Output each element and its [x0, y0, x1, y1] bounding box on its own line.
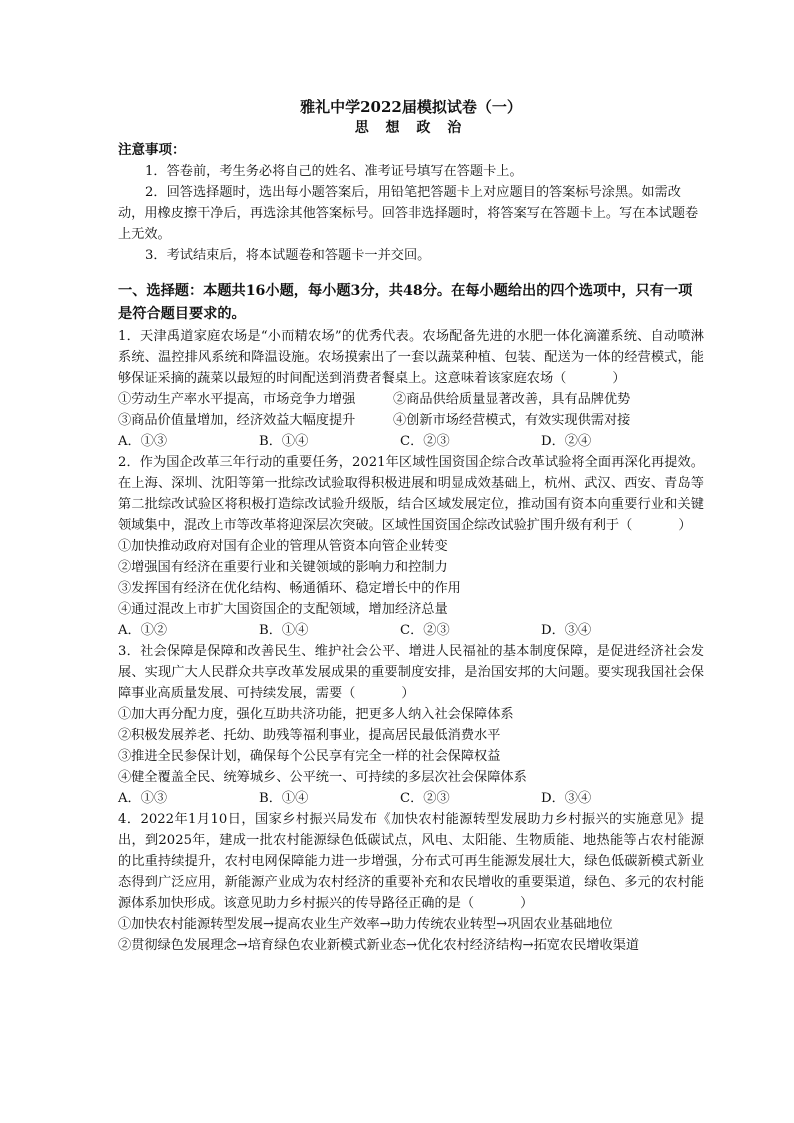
option-item: ①加快农村能源转型发展→提高农业生产效率→助力传统农业转型→巩固农业基础地位	[118, 917, 613, 932]
option-list	[118, 389, 704, 431]
option-item: ②增强国有经济在重要行业和关键领域的影响力和控制力	[118, 560, 448, 575]
exam-title: 雅礼中学2022届模拟试卷（一）	[300, 98, 522, 116]
question-stem: 1．天津禹道家庭农场是“小而精农场”的优秀代表。农场配备先进的水肥一体化滴灌系统、自动喷淋系统、温控排风系统和降温设施。农场摸索出了一套以蔬菜种植、包装、配送为一体的经营模式，能够保证采摘的蔬菜以最短的时间配送到消费者餐桌上。这意味着该家庭农场（ ）	[118, 329, 704, 386]
answer-choices	[118, 620, 704, 641]
question-2	[118, 452, 704, 641]
answer-choices	[118, 431, 704, 452]
option-item: ③发挥国有经济在优化结构、畅通循环、稳定增长中的作用	[118, 581, 461, 596]
answer-choice-c: C．②③	[400, 791, 450, 806]
answer-choice-a: A．①②	[118, 623, 168, 638]
answer-choice-b: B．①④	[259, 791, 309, 806]
question-1	[118, 326, 704, 452]
option-item: ②贯彻绿色发展理念→培育绿色农业新模式新业态→优化农村经济结构→拓宽农民增收渠道	[118, 938, 640, 953]
exam-subject: 思 想 政 治	[354, 120, 468, 136]
option-item: ③商品价值量增加，经济效益大幅度提升	[118, 413, 356, 428]
section-1-heading: 一、选择题：本题共16小题，每小题3分，共48分。在每小题给出的四个选项中，只有一项是符合题目要求的。	[118, 283, 693, 322]
option-item: ①劳动生产率水平提高，市场竞争力增强	[118, 392, 356, 407]
notice-heading: 注意事项：	[118, 142, 186, 158]
notice-item-1: 1．答卷前，考生务必将自己的姓名、准考证号填写在答题卡上。	[145, 164, 523, 179]
question-stem: 3．社会保障是保障和改善民生、维护社会公平、增进人民福祉的基本制度保障，是促进经济社会发展、实现广大人民群众共享改革发展成果的重要制度安排，是治国安邦的大问题。要实现我国社会保障事业高质量发展、可持续发展，需要（ ）	[118, 644, 704, 701]
answer-choice-d: D．③④	[541, 623, 592, 638]
option-item: ②积极发展养老、托幼、助残等福利事业，提高居民最低消费水平	[118, 728, 501, 743]
answer-choice-a: A．①③	[118, 791, 168, 806]
option-item: ①加快推动政府对国有企业的管理从管资本向管企业转变	[118, 539, 448, 554]
option-item: ②商品供给质量显著改善，具有品牌优势	[393, 392, 631, 407]
answer-choice-b: B．①④	[259, 434, 309, 449]
option-item: ④创新市场经营模式，有效实现供需对接	[393, 413, 631, 428]
question-4	[118, 809, 704, 956]
answer-choice-c: C．②③	[400, 623, 450, 638]
question-3	[118, 641, 704, 809]
answer-choice-c: C．②③	[400, 434, 450, 449]
option-item: ③推进全民参保计划，确保每个公民享有完全一样的社会保障权益	[118, 749, 501, 764]
option-item: ④通过混改上市扩大国资国企的支配领域，增加经济总量	[118, 602, 448, 617]
answer-choice-a: A．①③	[118, 434, 168, 449]
notice-item-2: 2．回答选择题时，选出每小题答案后，用铅笔把答题卡上对应题目的答案标号涂黑。如需改动，用橡皮擦干净后，再选涂其他答案标号。回答非选择题时，将答案写在答题卡上。写在本试题卷上无效。	[118, 185, 699, 242]
notice-section	[118, 140, 704, 266]
question-stem: 4．2022年1月10日，国家乡村振兴局发布《加快农村能源转型发展助力乡村振兴的实施意见》提出，到2025年，建成一批农村能源绿色低碳试点，风电、太阳能、生物质能、地热能等占农村能源的比重持续提升，农村电网保障能力进一步增强，分布式可再生能源发展壮大，绿色低碳新模式新业态得到广泛应用，新能源产业成为农村经济的重要补充和农民增收的重要渠道，绿色、多元的农村能源体系加快形成。该意见助力乡村振兴的传导路径正确的是（ ）	[118, 812, 704, 911]
option-item: ④健全覆盖全民、统筹城乡、公平统一、可持续的多层次社会保障体系	[118, 770, 527, 785]
answer-choice-d: D．③④	[541, 791, 592, 806]
answer-choice-d: D．②④	[541, 434, 592, 449]
exam-page	[118, 96, 704, 956]
option-item: ①加大再分配力度，强化互助共济功能，把更多人纳入社会保障体系	[118, 707, 514, 722]
notice-item-3: 3．考试结束后，将本试题卷和答题卡一并交回。	[145, 248, 431, 263]
answer-choice-b: B．①④	[259, 623, 309, 638]
question-stem: 2．作为国企改革三年行动的重要任务，2021年区域性国资国企综合改革试验将全面再深化再提效。在上海、深圳、沈阳等第一批综改试验取得积极进展和明显成效基础上，杭州、武汉、西安、青岛等第二批综改试验区将积极打造综改试验升级版，结合区域发展定位，推动国有资本向重要行业和关键领域集中，混改上市等改革将迎深层次突破。区域性国资国企综改试验扩围升级有利于（ ）	[118, 455, 704, 533]
answer-choices	[118, 788, 704, 809]
